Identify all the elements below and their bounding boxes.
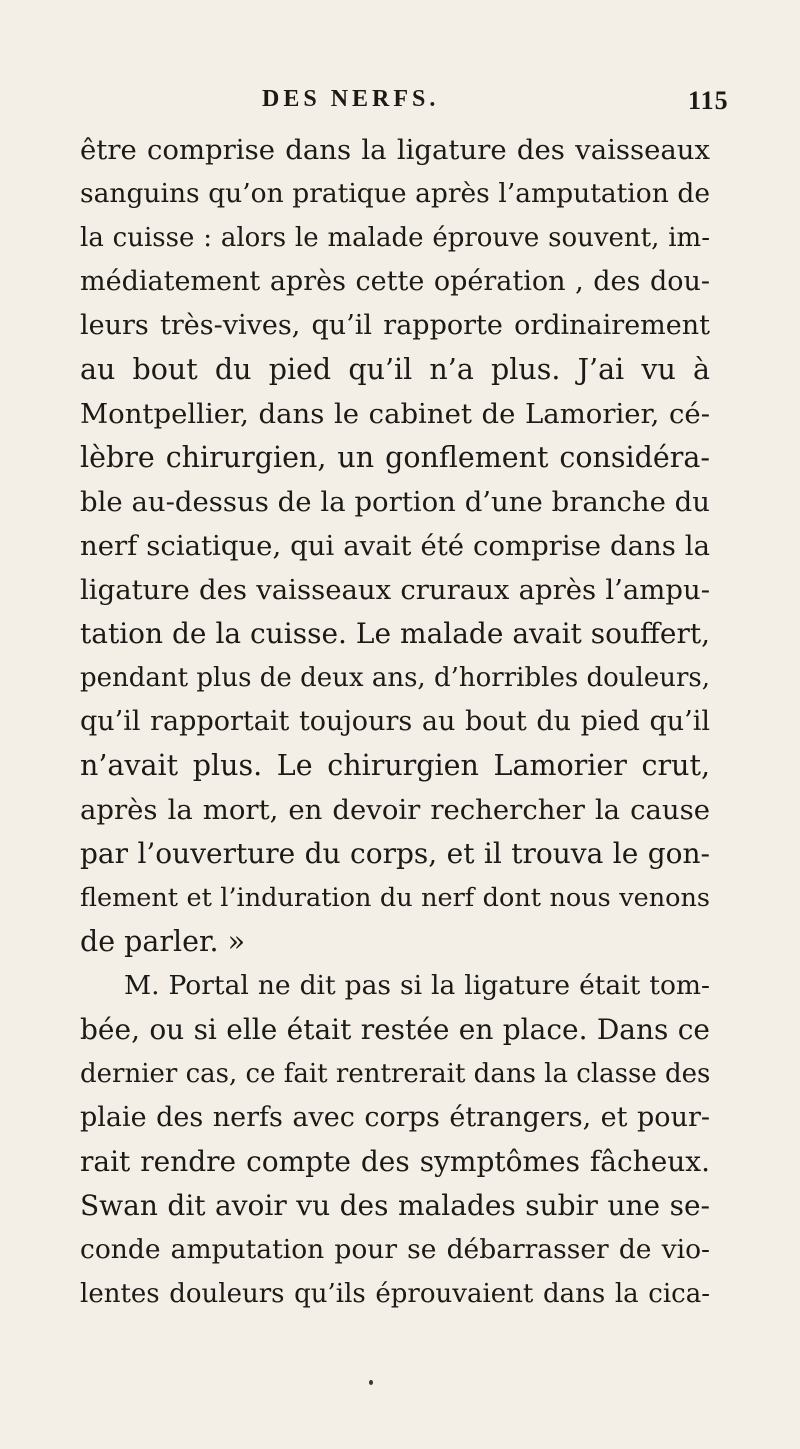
running-title: DES NERFS. <box>262 86 440 112</box>
text-line: de parler. » <box>80 925 246 958</box>
ink-speck <box>369 1380 373 1385</box>
page-header <box>0 86 800 126</box>
text-line: dernier cas, ce fait rentrerait dans la classe des <box>80 1059 711 1089</box>
text-line: flement et l’induration du nerf dont nous venons <box>80 883 710 913</box>
text-line: lentes douleurs qu’ils éprouvaient dans la cica- <box>80 1279 710 1309</box>
text-line: par l’ouverture du corps, et il trouva le gon- <box>80 837 710 870</box>
text-line: Montpellier, dans le cabinet de Lamorier, cé- <box>80 398 710 430</box>
text-line: tation de la cuisse. Le malade avait souffert, <box>80 617 710 650</box>
text-line: n’avait plus. Le chirurgien Lamorier crut, <box>80 749 710 782</box>
text-line: au bout du pied qu’il n’a plus. J’ai vu à <box>80 353 710 386</box>
body-text <box>80 128 710 1316</box>
text-line: pendant plus de deux ans, d’horribles douleurs, <box>80 663 710 693</box>
text-line: lèbre chirurgien, un gonflement considéra- <box>80 441 710 474</box>
text-line: bée, ou si elle était restée en place. Dans ce <box>80 1013 710 1046</box>
text-line: leurs très-vives, qu’il rapporte ordinairement <box>80 310 710 341</box>
paragraph-2 <box>80 964 710 1316</box>
text-line: après la mort, en devoir rechercher la cause <box>80 794 710 826</box>
text-line: ble au-dessus de la portion d’une branche du <box>80 486 710 518</box>
text-line: ligature des vaisseaux cruraux après l’ampu- <box>80 574 710 606</box>
text-line: plaie des nerfs avec corps étrangers, et pour- <box>80 1102 710 1133</box>
text-line: nerf sciatique, qui avait été comprise dans la <box>80 530 710 562</box>
text-line: Swan dit avoir vu des malades subir une se- <box>80 1189 710 1222</box>
text-line: M. Portal ne dit pas si la ligature était tom- <box>124 970 710 1001</box>
text-line: la cuisse : alors le malade éprouve souvent, im- <box>80 223 710 253</box>
page-number: 115 <box>688 86 729 115</box>
text-line: conde amputation pour se débarrasser de vio- <box>80 1234 710 1265</box>
paragraph-1 <box>80 128 710 964</box>
text-line: sanguins qu’on pratique après l’amputation de <box>80 178 710 209</box>
text-line: médiatement après cette opération , des dou- <box>80 266 710 297</box>
text-line: rait rendre compte des symptômes fâcheux. <box>80 1145 710 1178</box>
text-line: qu’il rapportait toujours au bout du pied qu’il <box>80 706 710 737</box>
text-line: être comprise dans la ligature des vaisseaux <box>80 134 710 166</box>
